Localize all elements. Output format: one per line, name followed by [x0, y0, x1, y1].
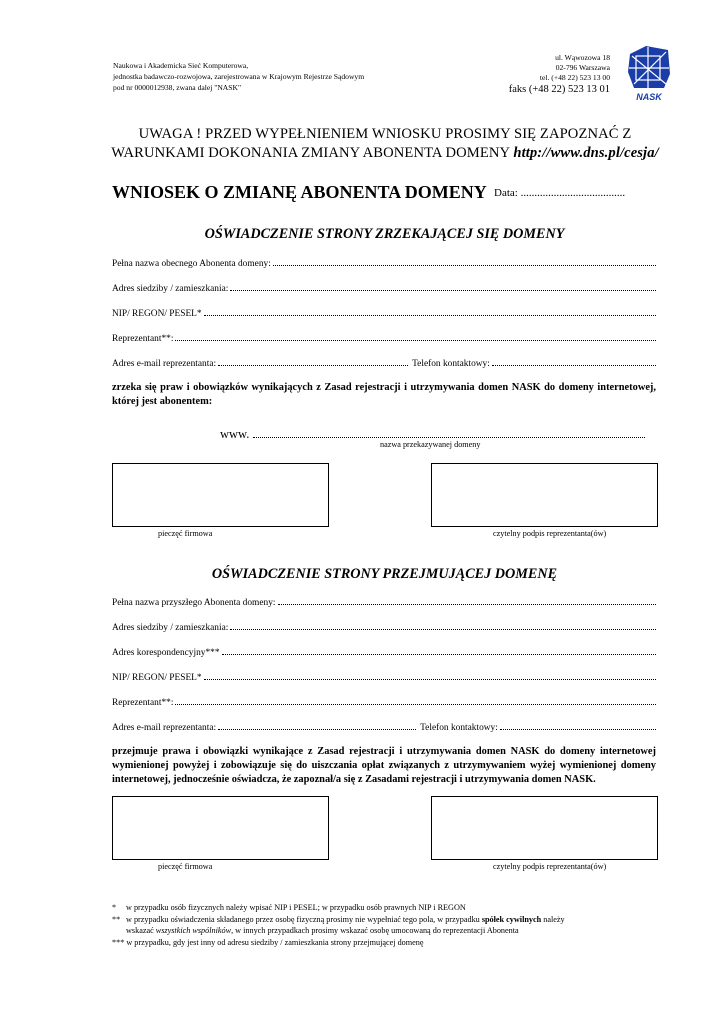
footnote-mark: **	[112, 914, 121, 924]
notice-line-2: WARUNKAMI DOKONANIA ZMIANY ABONENTA DOMENY	[111, 145, 510, 161]
fill-line[interactable]	[222, 653, 656, 655]
form-title: WNIOSEK O ZMIANĘ ABONENTA DOMENY	[112, 182, 487, 202]
field-label: Pełna nazwa obecnego Abonenta domeny:	[112, 259, 271, 269]
field-label: NIP/ REGON/ PESEL*	[112, 673, 202, 683]
section-heading-relinquishing: OŚWIADCZENIE STRONY ZRZEKAJĄCEJ SIĘ DOMENY	[204, 226, 565, 242]
footnote-text: , w innych przypadkach prosimy wskazać osobę umocowaną do reprezentacji Abonenta	[231, 926, 519, 935]
phone-label: Telefon kontaktowy:	[420, 723, 498, 733]
email-label: Adres e-mail reprezentanta:	[112, 359, 217, 369]
contact-info	[470, 53, 610, 97]
footnote-text: wskazać	[126, 926, 154, 935]
section-heading-accepting: OŚWIADCZENIE STRONY PRZEJMUJĄCEJ DOMENĘ	[211, 566, 558, 582]
current-holder-address-field[interactable]	[112, 280, 656, 294]
address-line: 02-796 Warszawa	[555, 63, 610, 72]
company-stamp-box[interactable]	[112, 463, 329, 527]
phone-label: Telefon kontaktowy:	[412, 359, 490, 369]
footnote-text: w przypadku osób fizycznych należy wpisać NIP i PESEL; w przypadku osób prawnych NIP i REGON	[126, 903, 466, 912]
signature-label: czytelny podpis reprezentanta(ów)	[493, 529, 607, 538]
signature-box[interactable]	[431, 463, 658, 527]
cesja-url[interactable]: http://www.dns.pl/cesja/	[513, 145, 659, 161]
phone-fill-line[interactable]	[500, 728, 656, 730]
fax-line: faks (+48 22) 523 13 01	[508, 84, 610, 95]
signature-box[interactable]	[431, 796, 658, 860]
fill-line[interactable]	[273, 264, 656, 266]
signature-label: czytelny podpis reprezentanta(ów)	[493, 862, 607, 871]
accept-statement: przejmuje prawa i obowiązki wynikające z Zasad rejestracji i utrzymywania domen NASK do domeny internetowej wymienionej powyżej i zobowiązuje się do uiszczania opłat związanych z utrzymywaniem wyżej wymienionej domeny internetowej, jednocześnie oświadcza, że zapoznał/a się z Zasadami rejestracji i utrzymywania domen NASK.	[112, 746, 656, 785]
footnote-text: w przypadku oświadczenia składanego przez osobę fizyczną prosimy nie wypełniać tego pola, w przypadku	[126, 914, 480, 924]
current-holder-representative-field[interactable]	[112, 330, 656, 344]
notice	[110, 125, 660, 163]
phone-line: tel. (+48 22) 523 13 00	[539, 73, 610, 82]
fill-line[interactable]	[278, 603, 657, 605]
field-label: Adres siedziby / zamieszkania:	[112, 623, 229, 633]
new-holder-name-field[interactable]	[112, 594, 656, 608]
org-line: jednostka badawczo-rozwojowa, zarejestrowana w Krajowym Rejestrze Sądowym	[113, 72, 365, 81]
fill-line[interactable]	[204, 314, 656, 316]
field-label: Reprezentant**:	[112, 334, 174, 344]
fill-line[interactable]	[175, 703, 656, 705]
footnote-3	[112, 937, 672, 949]
email-fill-line[interactable]	[218, 728, 416, 730]
footnote-1	[112, 902, 672, 914]
footnote-italic: wszystkich wspólników	[155, 926, 232, 935]
domain-fill-line[interactable]	[253, 437, 645, 438]
footnote-text: należy	[543, 914, 565, 924]
field-label: Adres korespondencyjny***	[112, 648, 220, 658]
phone-fill-line[interactable]	[492, 364, 656, 366]
company-stamp-box[interactable]	[112, 796, 329, 860]
email-fill-line[interactable]	[218, 364, 408, 366]
current-holder-name-field[interactable]	[112, 255, 656, 269]
relinquish-statement: zrzeka się praw i obowiązków wynikających z Zasad rejestracji i utrzymywania domen NASK do domeny internetowej, której jest abonentem:	[112, 382, 656, 407]
www-prefix: www.	[220, 427, 250, 441]
field-label: Pełna nazwa przyszłego Abonenta domeny:	[112, 598, 276, 608]
field-label: Reprezentant**:	[112, 698, 174, 708]
field-label: Adres siedziby / zamieszkania:	[112, 284, 229, 294]
fill-line[interactable]	[230, 628, 656, 630]
organization-info	[113, 60, 364, 93]
date-field[interactable]: Data: ......................................	[494, 187, 626, 199]
org-line: pod nr 0000012938, zwana dalej "NASK"	[113, 83, 242, 92]
fill-line[interactable]	[204, 678, 656, 680]
nask-logo	[626, 44, 672, 104]
domain-caption: nazwa przekazywanej domeny	[380, 440, 481, 449]
footnote-text: w przypadku, gdy jest inny od adresu siedziby / zamieszkania strony przejmującej domenę	[126, 937, 424, 947]
stamp-label: pieczęć firmowa	[158, 529, 213, 538]
fill-line[interactable]	[175, 339, 656, 341]
logo-text: NASK	[636, 92, 662, 102]
fill-line[interactable]	[230, 289, 656, 291]
email-label: Adres e-mail reprezentanta:	[112, 723, 217, 733]
current-holder-nip-field[interactable]	[112, 305, 656, 319]
notice-line-1: UWAGA ! PRZED WYPEŁNIENIEM WNIOSKU PROSIMY SIĘ ZAPOZNAĆ Z	[138, 126, 632, 142]
field-label: NIP/ REGON/ PESEL*	[112, 309, 202, 319]
footnote-mark: *	[112, 903, 117, 912]
footnote-mark: ***	[112, 937, 125, 947]
new-holder-representative-field[interactable]	[112, 694, 656, 708]
stamp-label: pieczęć firmowa	[158, 862, 213, 871]
new-holder-nip-field[interactable]	[112, 669, 656, 683]
footnotes	[112, 902, 672, 948]
new-holder-address-field[interactable]	[112, 619, 656, 633]
current-holder-contact-field[interactable]	[112, 355, 656, 369]
new-holder-contact-field[interactable]	[112, 719, 656, 733]
address-line: ul. Wąwozowa 18	[555, 53, 610, 62]
footnote-2	[112, 914, 672, 937]
org-line: Naukowa i Akademicka Sieć Komputerowa,	[113, 61, 249, 70]
footnote-bold: spółek cywilnych	[481, 914, 542, 924]
new-holder-correspondence-field[interactable]	[112, 644, 656, 658]
